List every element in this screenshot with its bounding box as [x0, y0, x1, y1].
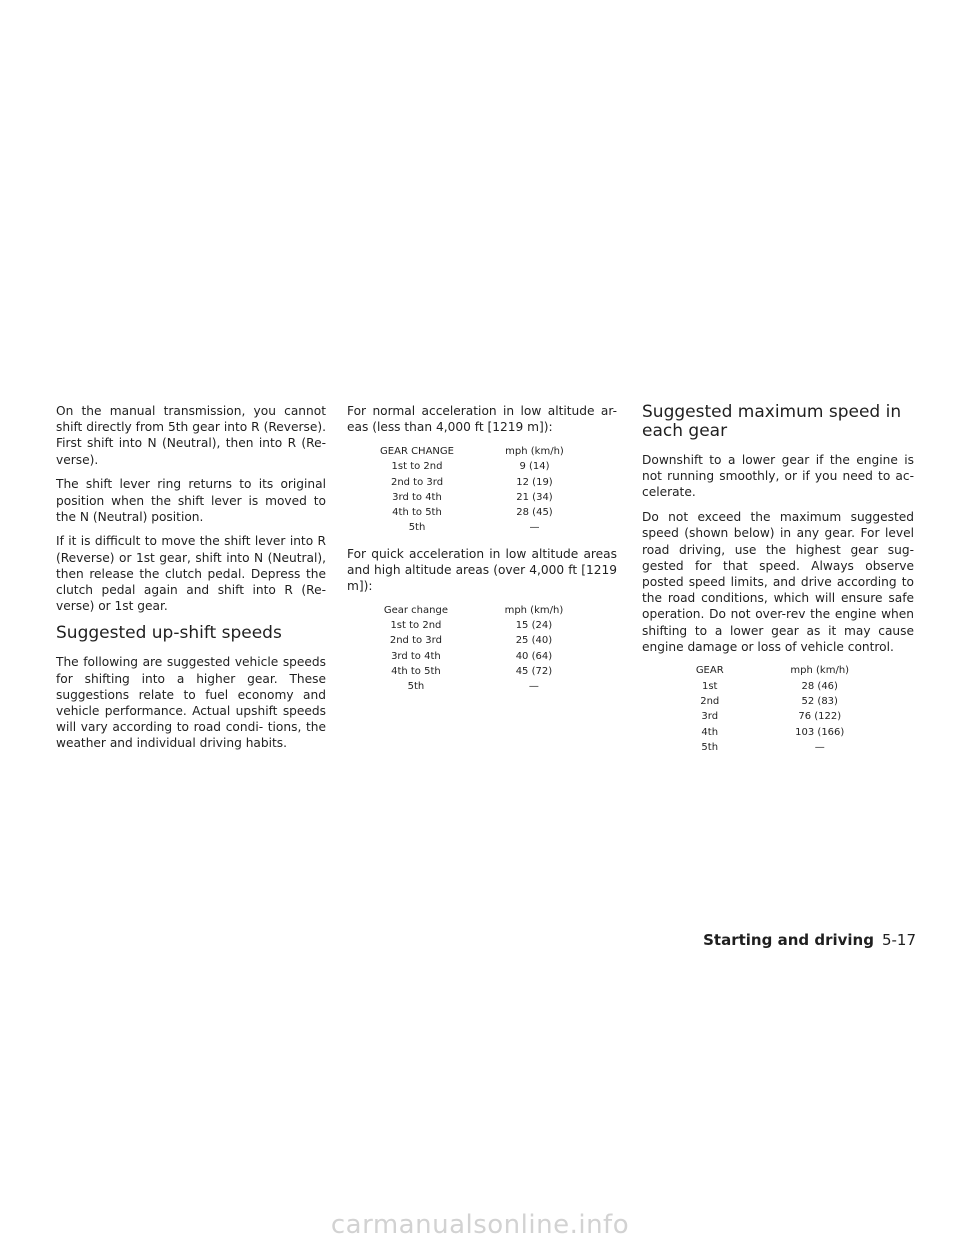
table-row	[381, 633, 617, 648]
table-cell: 4th	[701, 726, 719, 738]
table-header-row	[694, 663, 914, 678]
table-cell: 9 (14)	[519, 461, 550, 473]
table-row	[694, 679, 914, 694]
table-row	[377, 490, 612, 505]
table-cell: 12 (19)	[516, 476, 553, 488]
table-cell: —	[528, 681, 539, 693]
table-cell: 1st	[701, 680, 718, 692]
table-cell: 5th	[407, 681, 425, 693]
table-row	[694, 709, 914, 724]
table-row	[377, 520, 612, 535]
table-row	[377, 475, 612, 490]
page-footer	[703, 931, 916, 949]
paragraph: On the manual transmission, you cannot shift directly from 5th gear into R (Reverse). First shift into N (Neutral), then into R (Re- verse).	[56, 404, 326, 467]
table-row	[381, 618, 617, 633]
table-header-cell: Gear change	[383, 604, 448, 616]
paragraph: Downshift to a lower gear if the engine is not running smoothly, or if you need to ac- celerate.	[642, 453, 914, 500]
table-cell: 4th to 5th	[391, 665, 441, 677]
normal-acceleration-table	[377, 444, 612, 536]
quick-acceleration-table	[381, 603, 617, 695]
section-heading-upshift: Suggested up-shift speeds	[56, 623, 282, 644]
paragraph: If it is difficult to move the shift lever into R (Reverse) or 1st gear, shift into N (Neutral), then release the clutch pedal. Depress the clutch pedal again and shift into R (Re- verse) or 1st gear.	[56, 534, 326, 614]
table-row	[694, 740, 914, 755]
paragraph: The following are suggested vehicle speeds for shifting into a higher gear. These suggestions relate to fuel economy and vehicle performance. Actual upshift speeds will vary according to road condi- tions, the weather and individual driving habits.	[56, 655, 326, 751]
table-cell: 28 (45)	[516, 507, 553, 519]
table-cell: 40 (64)	[515, 650, 553, 662]
table-cell: —	[529, 522, 540, 534]
table-row	[381, 664, 617, 679]
table-header-row	[377, 444, 612, 459]
column-left	[56, 403, 326, 760]
table-header-cell: GEAR CHANGE	[380, 445, 454, 457]
table-cell: 5th	[701, 741, 719, 753]
page-number: 5-17	[881, 931, 916, 949]
table-cell: 21 (34)	[516, 491, 553, 503]
section-heading-max-speed: Suggested maximum speed in each gear	[642, 402, 902, 441]
table-cell: 3rd to 4th	[392, 491, 442, 503]
table-cell: 28 (46)	[801, 680, 838, 692]
table-cell: 4th to 5th	[392, 507, 442, 519]
table-row	[377, 459, 612, 474]
column-middle	[347, 403, 617, 705]
paragraph: Do not exceed the maximum suggested speed (shown below) in any gear. For level road driving, use the highest gear sug- gested for that speed. Always observe posted speed limits, and drive according to the road conditions, which will ensure safe operation. Do not over-rev the engine when shifting to a lower gear as it may cause engine damage or loss of vehicle control.	[642, 510, 914, 654]
max-speed-table	[694, 663, 914, 755]
table-header-cell: mph (km/h)	[790, 665, 850, 677]
table-cell: 5th	[408, 522, 426, 534]
table-cell: 15 (24)	[515, 620, 553, 632]
table-cell: 3rd	[701, 711, 719, 723]
column-right	[642, 403, 914, 765]
table-cell: 1st to 2nd	[391, 461, 443, 473]
paragraph: The shift lever ring returns to its original position when the shift lever is moved to the N (Neutral) position.	[56, 477, 326, 524]
paragraph-quick-intro: For quick acceleration in low altitude areas and high altitude areas (over 4,000 ft [1219 m]):	[347, 546, 617, 594]
table-header-cell: mph (km/h)	[504, 604, 564, 616]
table-cell: 45 (72)	[515, 665, 553, 677]
table-cell: 52 (83)	[801, 696, 838, 708]
watermark: carmanualsonline.info	[330, 1210, 630, 1240]
table-cell: 2nd	[700, 696, 720, 708]
table-cell: 2nd to 3rd	[390, 476, 444, 488]
table-row	[377, 505, 612, 520]
table-row	[694, 725, 914, 740]
table-header-row	[381, 603, 617, 618]
table-cell: 25 (40)	[515, 635, 553, 647]
table-cell: —	[814, 741, 825, 753]
paragraph-normal-intro: For normal acceleration in low altitude ar- eas (less than 4,000 ft [1219 m]):	[347, 404, 617, 435]
footer-section-title: Starting and driving	[703, 931, 874, 949]
table-cell: 3rd to 4th	[391, 650, 441, 662]
table-cell: 76 (122)	[798, 711, 842, 723]
table-cell: 103 (166)	[795, 726, 845, 738]
table-row	[381, 649, 617, 664]
table-row	[694, 694, 914, 709]
table-header-cell: mph (km/h)	[505, 445, 564, 457]
table-cell: 2nd to 3rd	[389, 635, 442, 647]
table-header-cell: GEAR	[695, 665, 724, 677]
table-row	[381, 679, 617, 694]
table-cell: 1st to 2nd	[390, 620, 442, 632]
